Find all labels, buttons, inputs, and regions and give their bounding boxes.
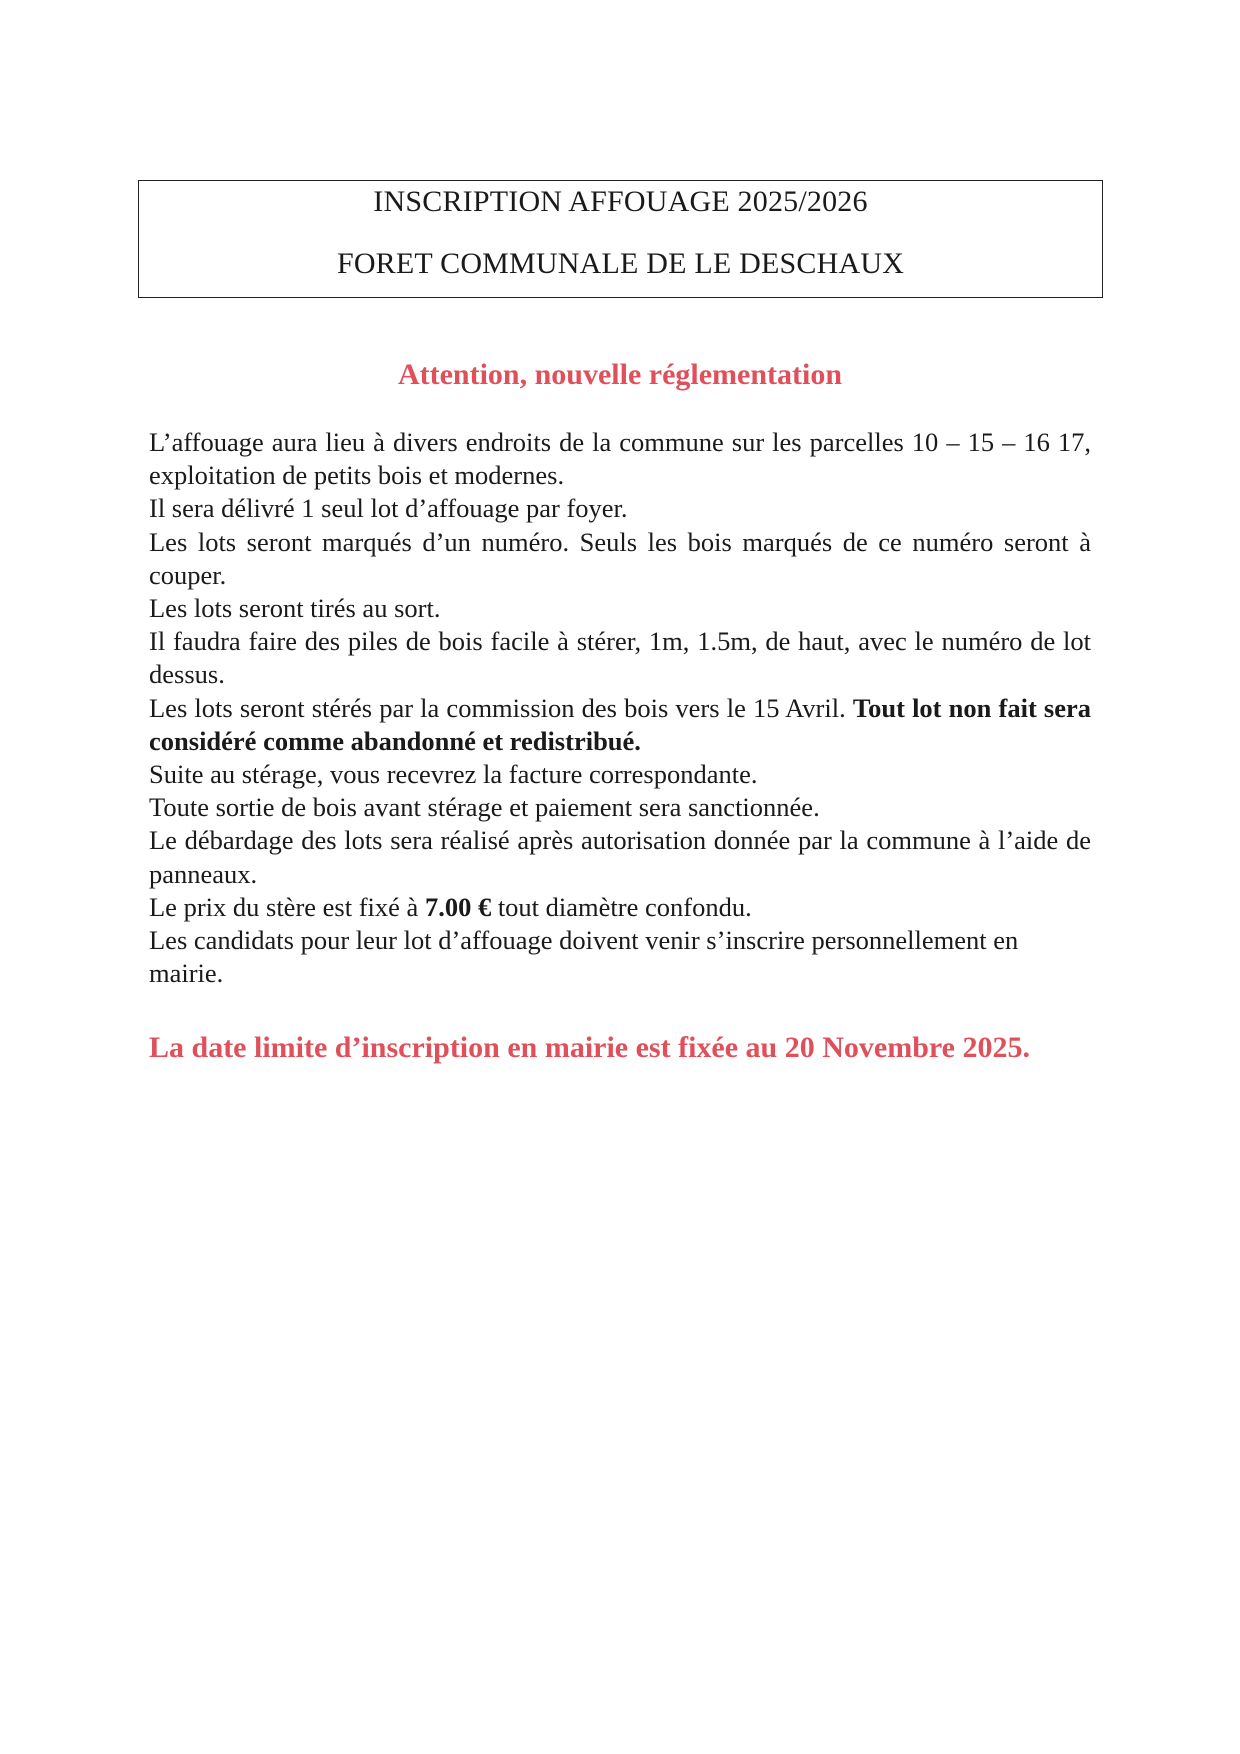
paragraph-invoice: Suite au stérage, vous recevrez la facture correspondante. xyxy=(149,759,758,790)
title-box xyxy=(138,180,1103,298)
notice-body xyxy=(149,426,1091,990)
paragraph-stacking xyxy=(149,692,1091,758)
abandon-warning: Tout lot non fait sera considéré comme abandonné et redistribué. xyxy=(149,692,1091,756)
document-subtitle: FORET COMMUNALE DE LE DESCHAUX xyxy=(336,247,905,280)
paragraph-piles: Il faudra faire des piles de bois facile à stérer, 1m, 1.5m, de haut, avec le numéro de lot dessus. xyxy=(149,626,1091,690)
paragraph-location: L’affouage aura lieu à divers endroits de la commune sur les parcelles 10 – 15 – 16 17, exploitation de petits bois et modernes. xyxy=(149,427,1091,491)
deadline-notice: La date limite d’inscription en mairie est fixée au 20 Novembre 2025. xyxy=(149,1031,1030,1064)
paragraph-skidding: Le débardage des lots sera réalisé après autorisation donnée par la commune à l’aide de panneaux. xyxy=(149,825,1091,889)
price-text-pre: Le prix du stère est fixé à xyxy=(149,891,425,922)
paragraph-draw: Les lots seront tirés au sort. xyxy=(149,593,441,624)
paragraph-one-lot: Il sera délivré 1 seul lot d’affouage par foyer. xyxy=(149,493,628,524)
attention-heading: Attention, nouvelle réglementation xyxy=(397,358,843,391)
price-text-post: tout diamètre confondu. xyxy=(491,891,752,922)
paragraph-registration: Les candidats pour leur lot d’affouage doivent venir s’inscrire personnellement en mairie. xyxy=(149,925,1019,989)
stacking-text: Les lots seront stérés par la commission des bois vers le 15 Avril. xyxy=(149,692,853,723)
paragraph-marking: Les lots seront marqués d’un numéro. Seuls les bois marqués de ce numéro seront à couper. xyxy=(149,526,1091,590)
paragraph-price xyxy=(149,891,1091,924)
document-title: INSCRIPTION AFFOUAGE 2025/2026 xyxy=(373,185,868,218)
price-value: 7.00 € xyxy=(424,891,492,922)
paragraph-sanction: Toute sortie de bois avant stérage et paiement sera sanctionnée. xyxy=(149,792,820,823)
